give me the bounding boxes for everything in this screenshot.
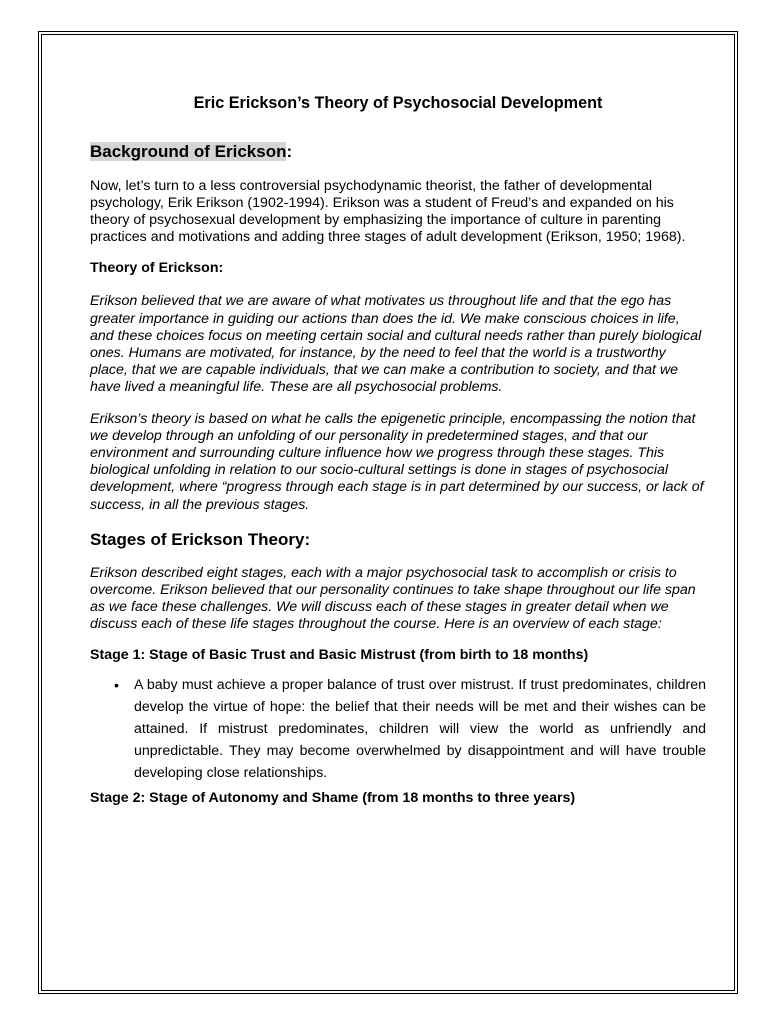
background-paragraph — [90, 178, 706, 246]
stage-1-list — [90, 674, 706, 784]
document-title: Eric Erickson’s Theory of Psychosocial Development — [193, 94, 603, 112]
background-heading-highlight: Background of Erickson — [90, 142, 287, 161]
stage-1-heading: Stage 1: Stage of Basic Trust and Basic Mistrust (from birth to 18 months) — [90, 646, 589, 663]
theory-paragraph-2: Erikson’s theory is based on what he calls the epigenetic principle, encompassing the notion that we develop through an unfolding of our personality in predetermined stages, and that our environment and surrounding culture influence how we progress through these stages. This biological unfolding in relation to our socio-cultural settings is done in stages of psychosocial development, where “progress through each stage is in part determined by our success, or lack of success, in all the previous stages. — [90, 411, 704, 513]
background-heading-colon: : — [286, 142, 293, 161]
stage-1-description: A baby must achieve a proper balance of trust over mistrust. If trust predominates, children develop the virtue of hope: the belief that their needs will be met and their wishes can be attained. If mistrust predominates, children will view the world as unfriendly and unpredictable. They may become overwhelmed by disappointment and will have trouble developing close relationships. — [134, 677, 706, 782]
background-paragraph-end: ). — [676, 229, 686, 246]
stages-heading: Stages of Erickson Theory: — [90, 529, 311, 549]
stage-2-heading: Stage 2: Stage of Autonomy and Shame (from 18 months to three years) — [90, 790, 576, 807]
stage-1-list-item — [90, 674, 706, 784]
theory-heading: Theory of Erickson: — [90, 260, 224, 277]
background-paragraph-text: Now, let’s turn to a less controversial psychodynamic theorist, the father of developmental psychology, Erik Erikson (1902-1994). Erikson was a student of Freud’s and expanded on his theory of psychosexual development by emphasizing the importance of culture in parenting practices and motivations and adding three stages of adult development (Erikson, 1950; 1968 — [90, 178, 677, 246]
stages-intro-paragraph: Erikson described eight stages, each with a major psychosocial task to accomplish or crisis to overcome. Erikson believed that our personality continues to take shape throughout our life span as we face these challenges. We will discuss each of these stages in greater detail when we discuss each of these life stages throughout the course. Here is an overview of each stage: — [90, 564, 696, 632]
background-heading — [90, 140, 706, 164]
bullet-icon: • — [114, 677, 119, 694]
theory-paragraph-1: Erikson believed that we are aware of what motivates us throughout life and that the ego has greater importance in guiding our actions than does the id. We make conscious choices in life, and these choices focus on meeting certain social and cultural needs rather than purely biological ones. Humans are motivated, for instance, by the need to feel that the world is a trustworthy place, that we are capable individuals, that we can make a contribution to society, and that we have lived a meaningful life. These are all psychosocial problems. — [90, 293, 702, 395]
document-content — [90, 90, 706, 807]
